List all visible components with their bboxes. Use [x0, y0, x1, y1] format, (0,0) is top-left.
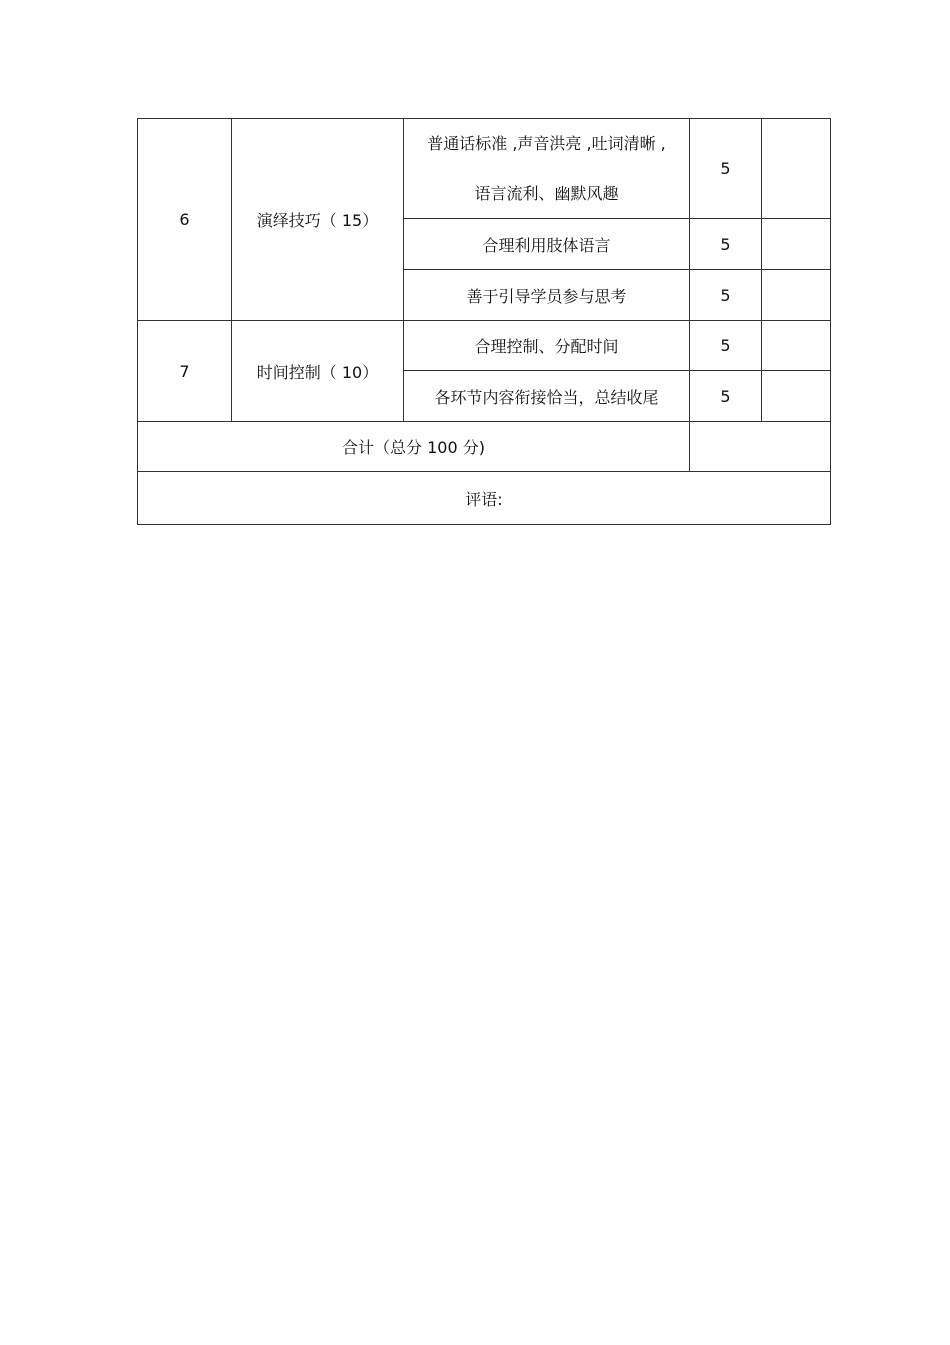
remarks-label: 评语: [138, 472, 831, 525]
item-category: 演绎技巧（ 15） [232, 119, 404, 321]
criteria-line: 语言流利、幽默风趣 [474, 184, 619, 203]
score-cell: 5 [690, 119, 762, 219]
table-row [138, 119, 831, 219]
item-category: 时间控制（ 10） [232, 321, 404, 422]
score-cell: 5 [690, 270, 762, 321]
criteria-cell: 各环节内容衔接恰当，总结收尾 [404, 371, 690, 422]
actual-score-cell [762, 321, 831, 371]
item-number: 7 [138, 321, 232, 422]
criteria-cell: 合理利用肢体语言 [404, 219, 690, 270]
score-cell: 5 [690, 371, 762, 422]
criteria-line: 普通话标准 ,声音洪亮 ,吐词清晰 , [427, 134, 666, 153]
table-row [138, 321, 831, 371]
criteria-cell: 善于引导学员参与思考 [404, 270, 690, 321]
total-value [690, 422, 831, 472]
evaluation-table [137, 118, 831, 525]
actual-score-cell [762, 219, 831, 270]
actual-score-cell [762, 270, 831, 321]
actual-score-cell [762, 371, 831, 422]
total-row [138, 422, 831, 472]
criteria-cell: 合理控制、分配时间 [404, 321, 690, 371]
score-cell: 5 [690, 219, 762, 270]
total-label: 合计（总分 100 分) [138, 422, 690, 472]
remarks-row [138, 472, 831, 525]
actual-score-cell [762, 119, 831, 219]
item-number: 6 [138, 119, 232, 321]
score-cell: 5 [690, 321, 762, 371]
criteria-cell [404, 119, 690, 219]
